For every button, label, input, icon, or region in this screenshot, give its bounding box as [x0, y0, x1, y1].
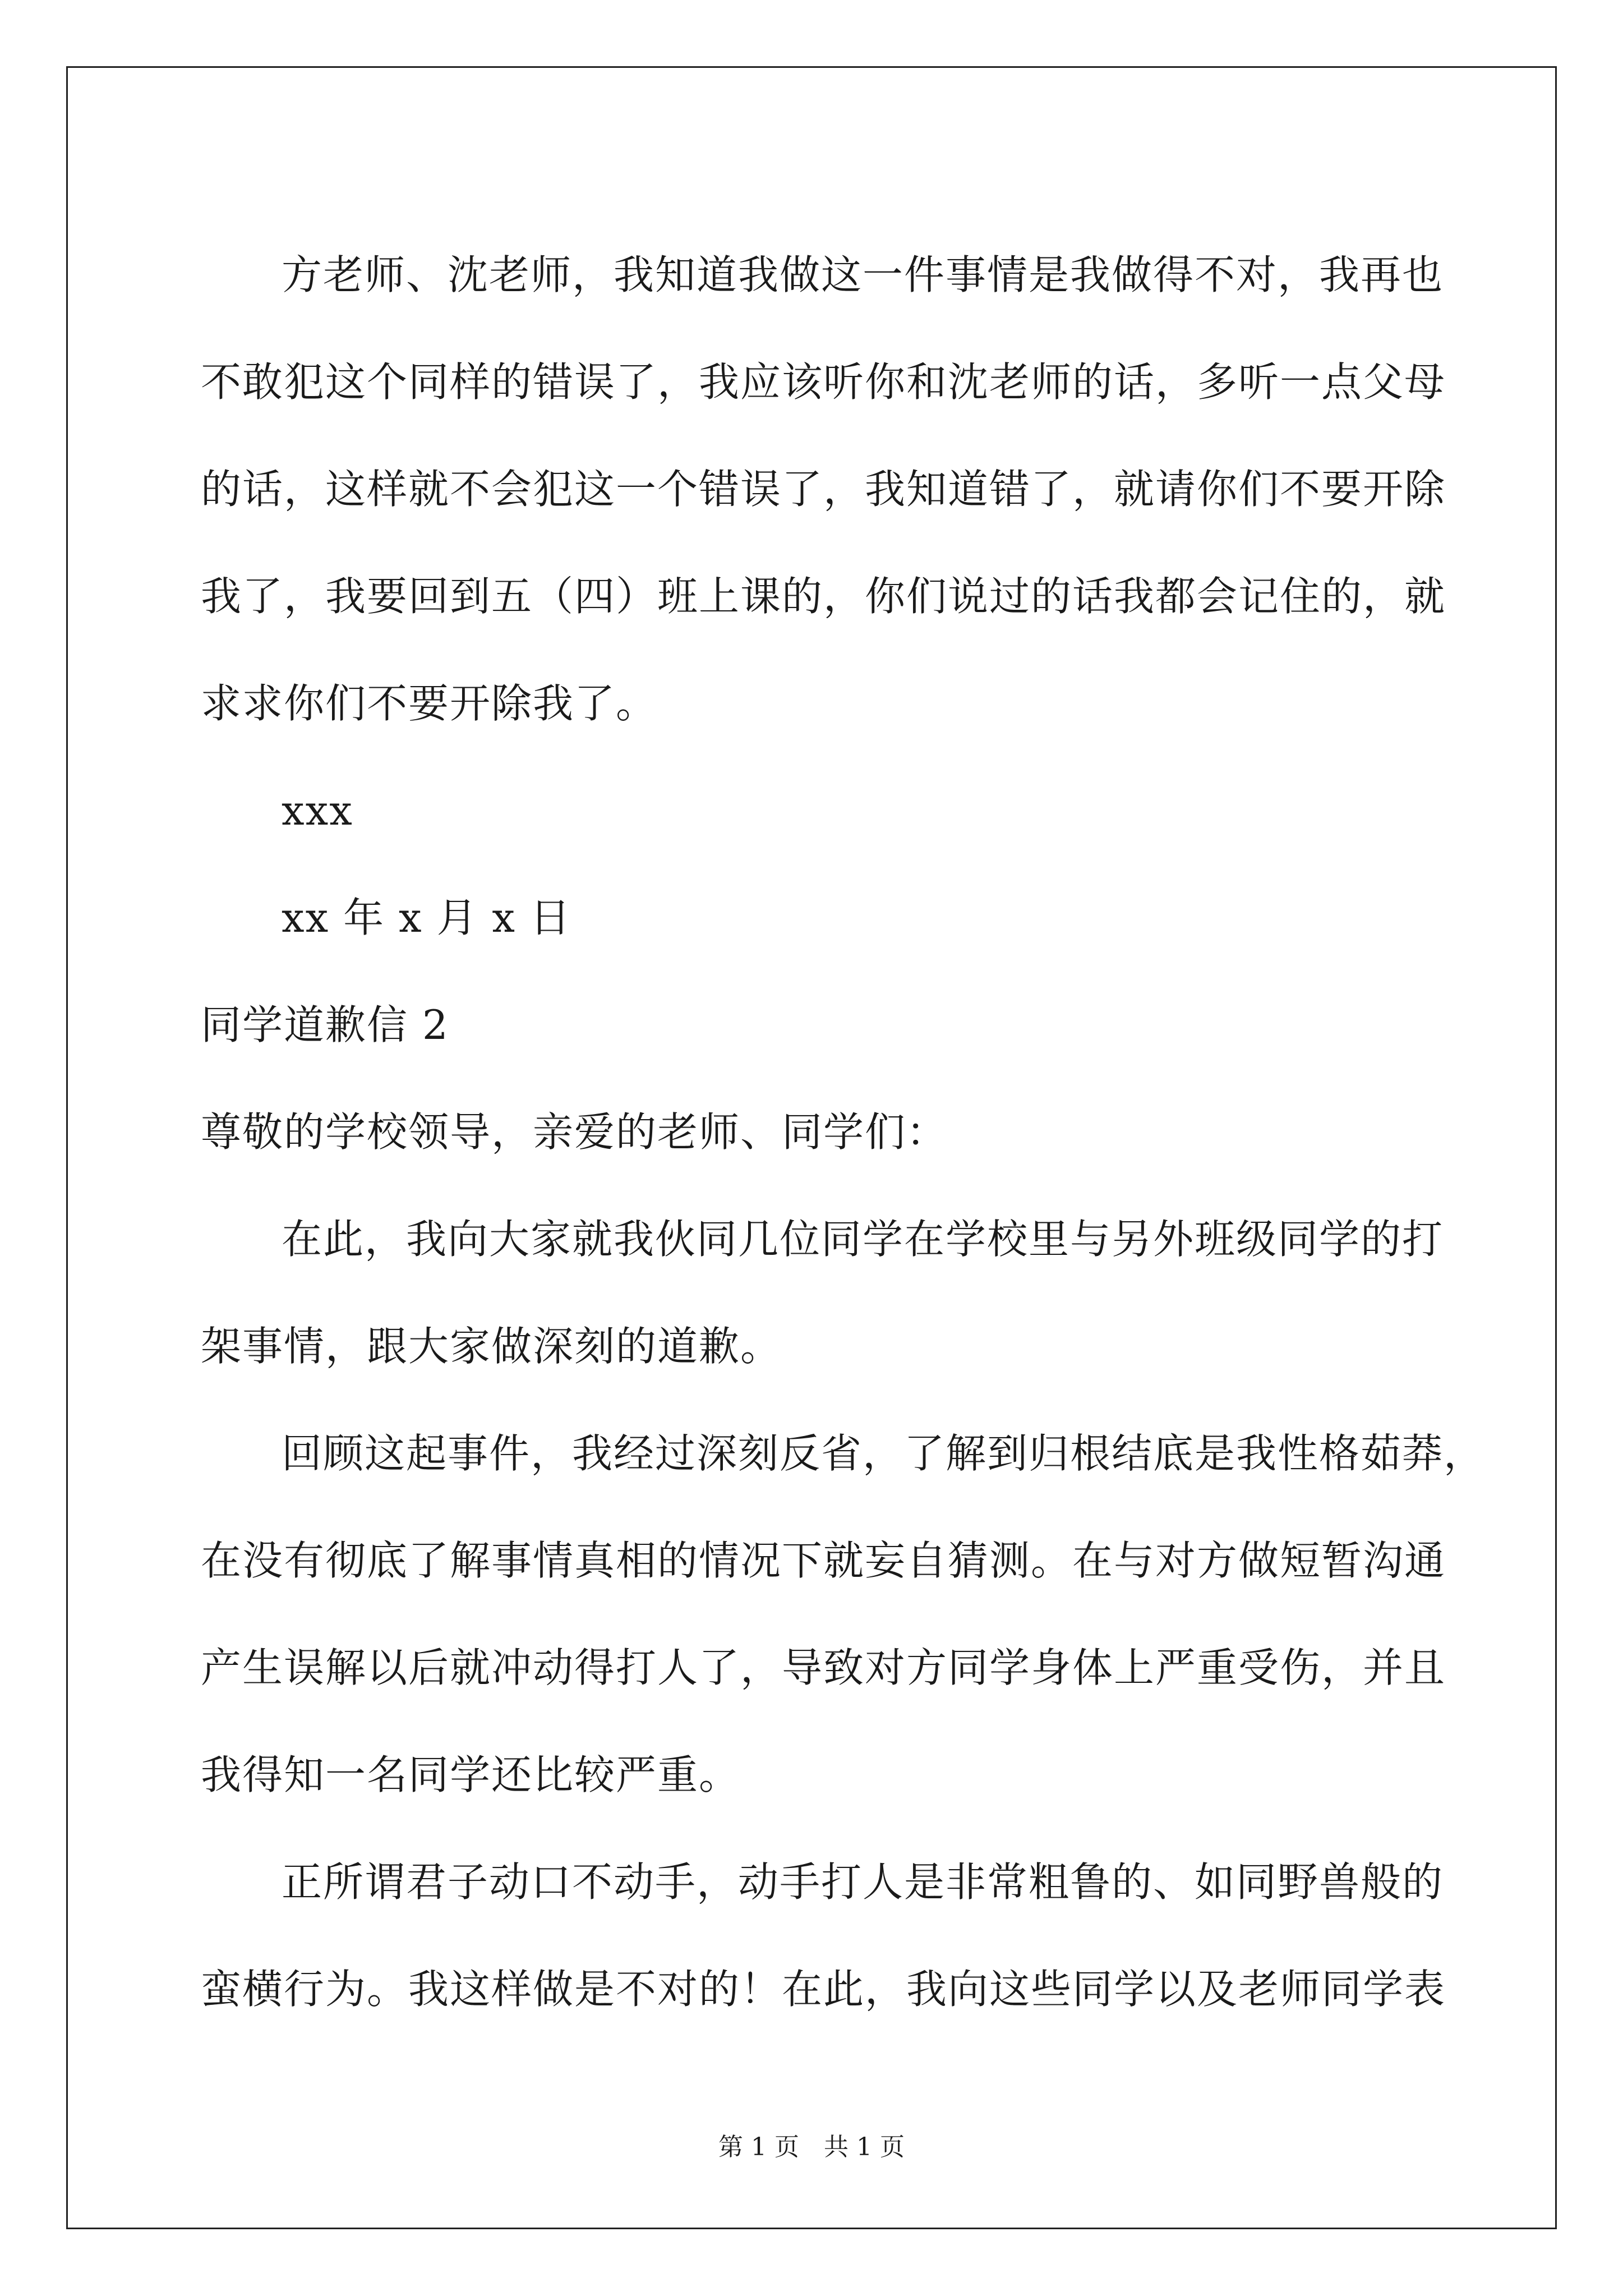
page-number: 第 1 页 [718, 2133, 799, 2161]
paragraph-line: 不敢犯这个同样的错误了，我应该听你和沈老师的话，多听一点父母 [201, 358, 1446, 406]
page-total: 共 1 页 [824, 2133, 905, 2161]
paragraph-line: 我了，我要回到五（四）班上课的，你们说过的话我都会记住的，就 [201, 573, 1446, 620]
paragraph-line: 在此，我向大家就我伙同几位同学在学校里与另外班级同学的打 [282, 1216, 1444, 1263]
paragraph-line: 正所谓君子动口不动手，动手打人是非常粗鲁的、如同野兽般的 [282, 1858, 1444, 1906]
paragraph-line: 产生误解以后就冲动得打人了，导致对方同学身体上严重受伤，并且 [201, 1644, 1446, 1691]
paragraph-line: 我得知一名同学还比较严重。 [201, 1751, 741, 1798]
paragraph-line: 方老师、沈老师，我知道我做这一件事情是我做得不对，我再也 [282, 251, 1444, 298]
signature-name: xxx [282, 787, 353, 834]
section-heading: 同学道歉信 2 [201, 1001, 449, 1048]
salutation: 尊敬的学校领导，亲爱的老师、同学们： [201, 1108, 948, 1156]
signature-date: xx 年 x 月 x 日 [282, 894, 571, 941]
document-body [201, 222, 1486, 2043]
paragraph-line: 在没有彻底了解事情真相的情况下就妄自猜测。在与对方做短暂沟通 [201, 1537, 1446, 1584]
paragraph-line: 蛮横行为。我这样做是不对的！在此，我向这些同学以及老师同学表 [201, 1966, 1446, 2013]
paragraph-line: 架事情，跟大家做深刻的道歉。 [201, 1323, 782, 1370]
page-footer [0, 2131, 1623, 2164]
paragraph-line: 的话，这样就不会犯这一个错误了，我知道错了，就请你们不要开除 [201, 466, 1446, 513]
paragraph-line: 求求你们不要开除我了。 [201, 680, 658, 727]
paragraph-line: 回顾这起事件，我经过深刻反省，了解到归根结底是我性格茹莽， [282, 1430, 1486, 1477]
